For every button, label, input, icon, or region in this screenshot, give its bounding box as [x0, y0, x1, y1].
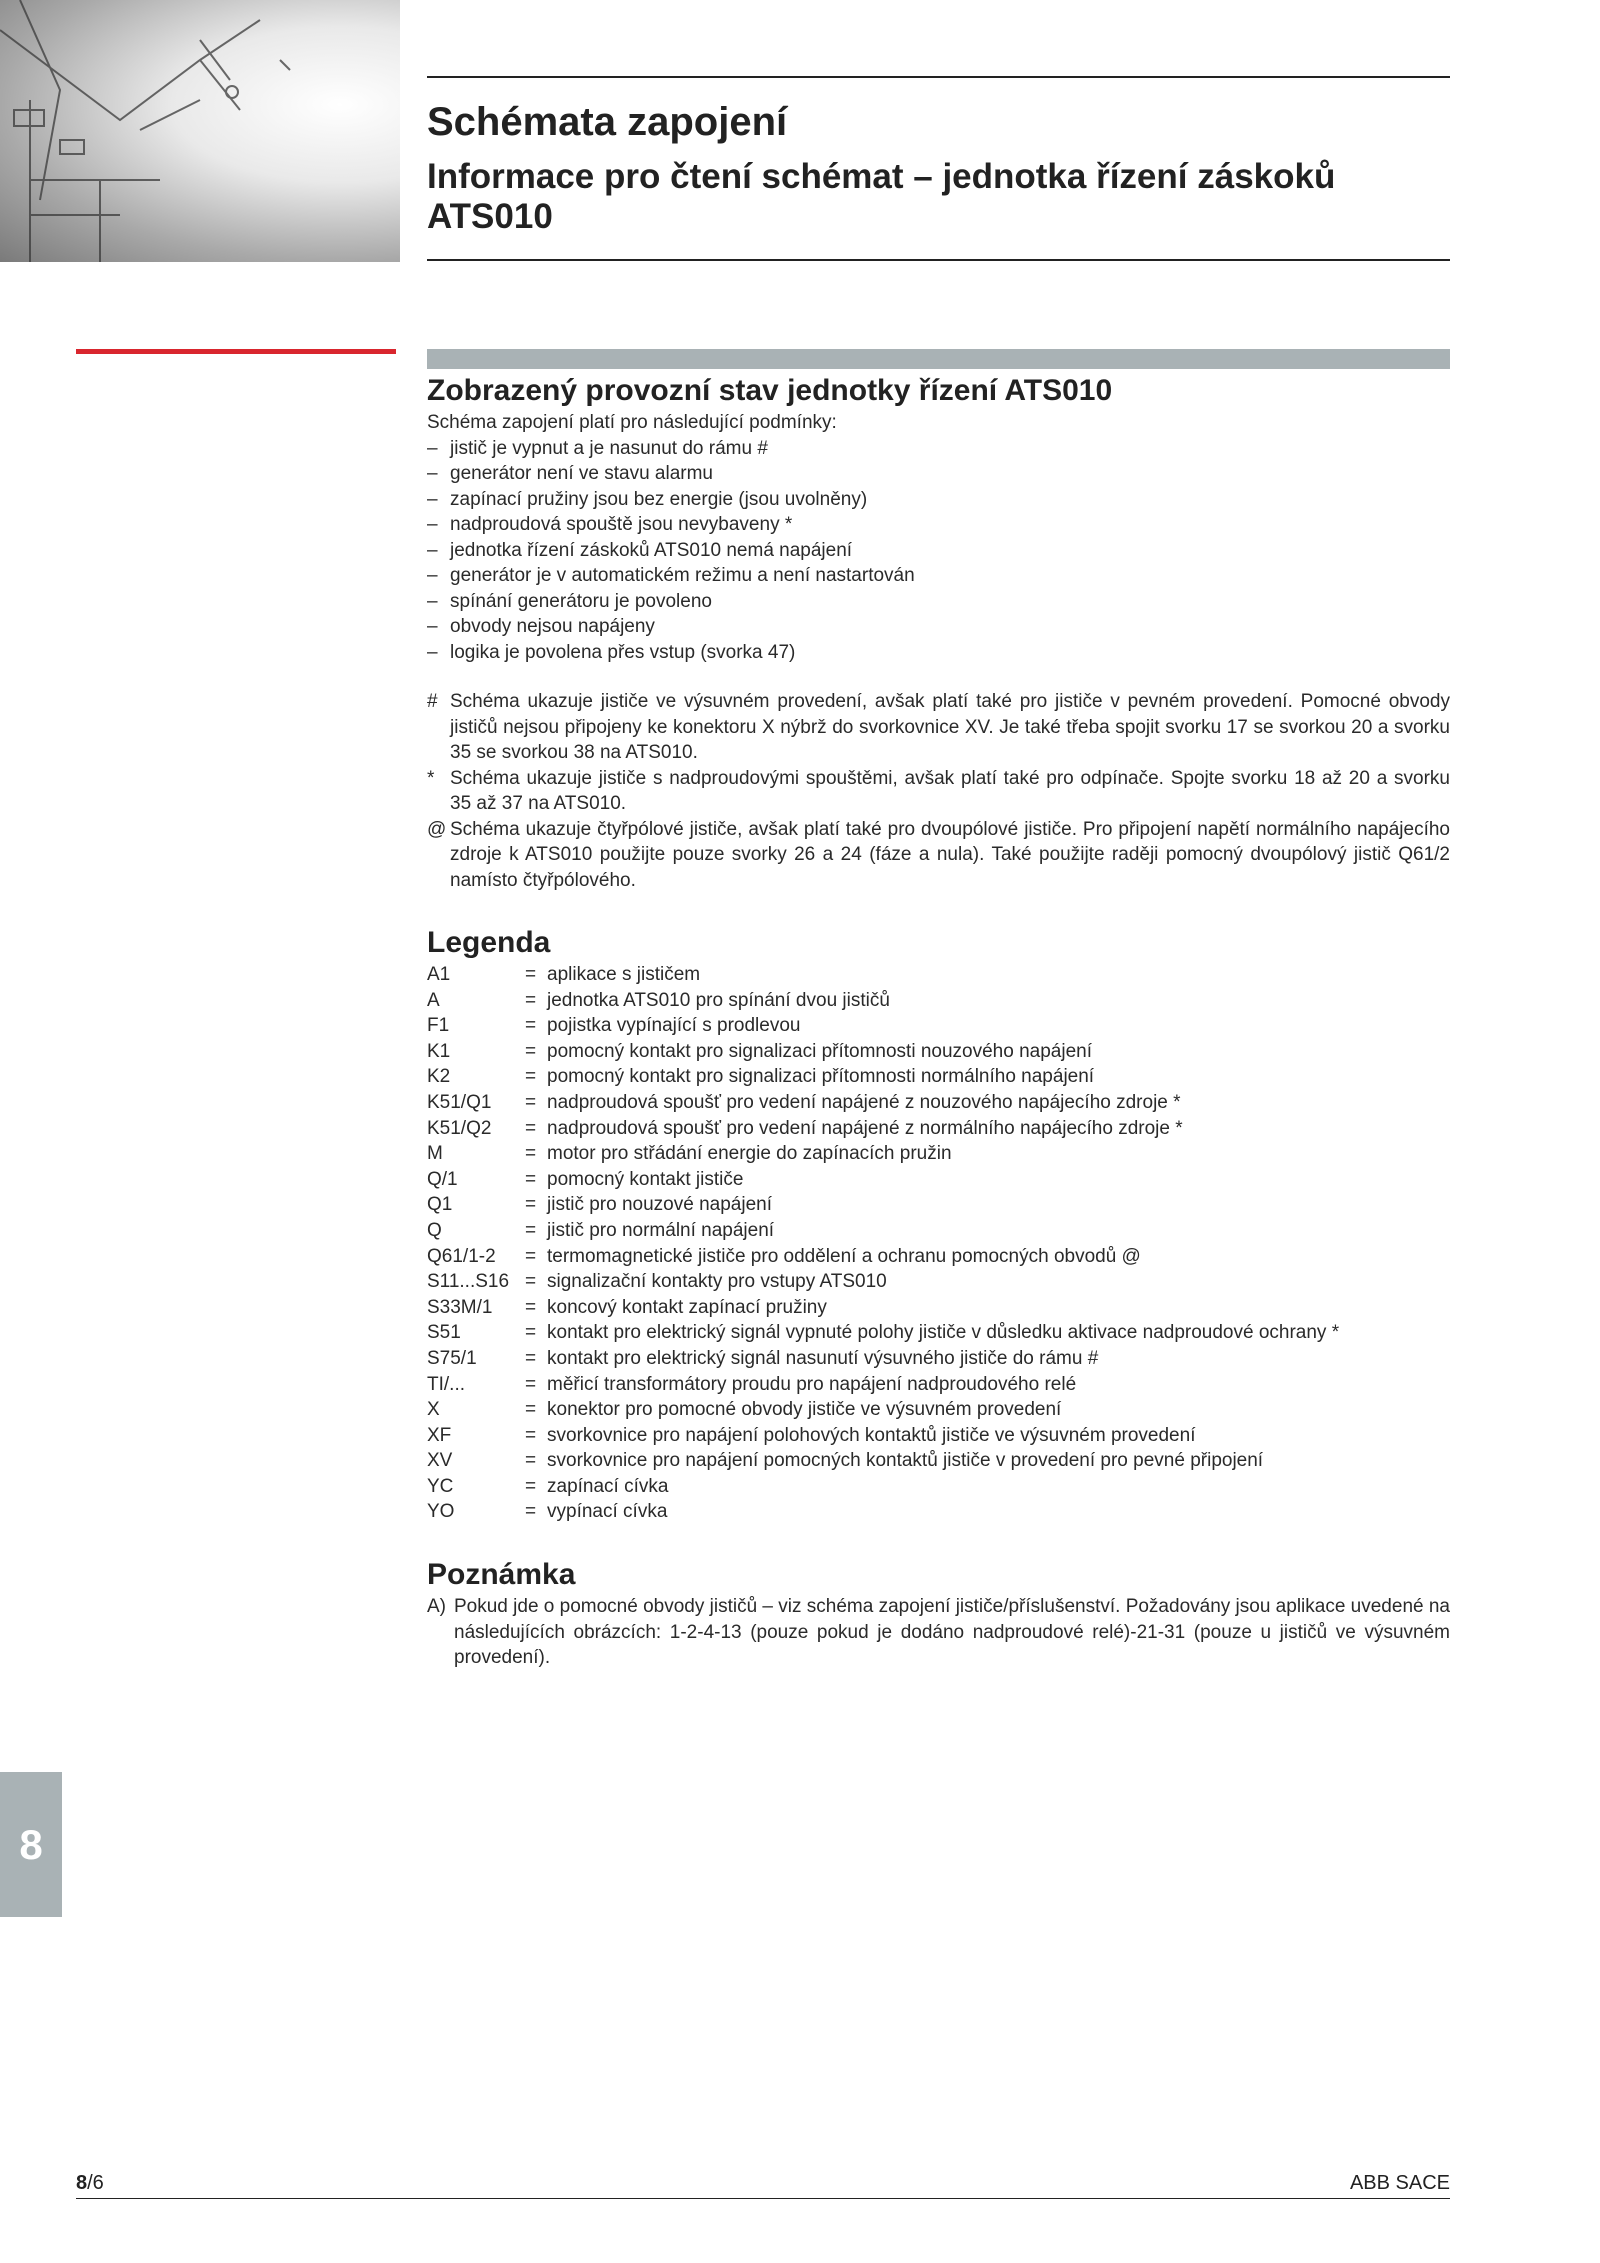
dash-marker: –: [427, 641, 438, 663]
legend-code: X: [427, 1399, 440, 1421]
legend-code: XV: [427, 1450, 453, 1472]
legend-description: nadproudová spoušť pro vedení napájené z nouzového napájecího zdroje *: [547, 1091, 1181, 1113]
legend-description: kontakt pro elektrický signál nasunutí výsuvného jističe do rámu #: [547, 1347, 1099, 1369]
legend-equals: =: [525, 1271, 537, 1293]
condition-item: [427, 589, 1450, 615]
legend-code: YO: [427, 1501, 455, 1523]
legend-heading: Legenda: [427, 926, 551, 959]
page-subtitle: Informace pro čtení schémat – jednotka řízení záskoků ATS010: [427, 157, 1336, 236]
dash-marker: –: [427, 463, 438, 484]
legend-code: A: [427, 989, 440, 1011]
legend-row: [427, 1346, 1450, 1372]
legend-section: [427, 924, 1450, 1525]
accent-red-bar: [76, 349, 396, 354]
legend-equals: =: [525, 1168, 537, 1190]
page-number-rest: /6: [87, 2172, 104, 2194]
legend-description: nadproudová spoušť pro vedení napájené z normálního napájecího zdroje *: [547, 1117, 1183, 1139]
legend-equals: =: [525, 989, 537, 1011]
legend-code: Q/1: [427, 1168, 458, 1190]
legend-code: YC: [427, 1475, 454, 1497]
note-symbol: #: [427, 691, 438, 712]
legend-code: K2: [427, 1066, 451, 1088]
legend-equals: =: [525, 1501, 537, 1523]
condition-text: spínání generátoru je povoleno: [450, 590, 712, 612]
condition-item: [427, 538, 1450, 564]
legend-code: A1: [427, 964, 451, 985]
legend-row: [427, 1397, 1450, 1423]
legend-code: Q61/1-2: [427, 1245, 496, 1267]
legend-description: pomocný kontakt pro signalizaci přítomnosti nouzového napájení: [547, 1040, 1092, 1062]
legend-equals: =: [525, 1347, 537, 1369]
legend-equals: =: [525, 1322, 537, 1344]
legend-description: svorkovnice pro napájení polohových kontaktů jističe ve výsuvném provedení: [547, 1424, 1196, 1446]
legend-equals: =: [525, 1475, 537, 1497]
legend-code: S51: [427, 1322, 461, 1344]
legend-code: Q: [427, 1219, 442, 1241]
condition-text: obvody nejsou napájeny: [450, 616, 655, 637]
condition-text: logika je povolena přes vstup (svorka 47): [450, 641, 796, 663]
remark-symbol: A): [427, 1596, 446, 1618]
legend-description: pomocný kontakt pro signalizaci přítomnosti normálního napájení: [547, 1066, 1095, 1088]
legend-description: pomocný kontakt jističe: [547, 1168, 744, 1190]
remark-text: Pokud jde o pomocné obvody jističů – viz schéma zapojení jističe/příslušenství. Požadovány jsou aplikace uvedené na následujících obrázcích: 1-2-4-13 (pouze pokud je dodáno nadproudové relé)-21-31 (pouze u jističů ve výsuvném provedení).: [454, 1596, 1450, 1669]
remark-heading: Poznámka: [427, 1558, 576, 1592]
chapter-number: 8: [19, 1820, 43, 1868]
legend-description: kontakt pro elektrický signál vypnuté polohy jističe v důsledku aktivace nadproudové ochrany *: [547, 1322, 1340, 1344]
condition-item: [427, 640, 1450, 666]
legend-row: [427, 1064, 1450, 1090]
legend-equals: =: [525, 1219, 537, 1241]
legend-row: [427, 1320, 1450, 1346]
legend-code: K1: [427, 1040, 451, 1062]
legend-equals: =: [525, 1399, 537, 1421]
legend-equals: =: [525, 1040, 537, 1062]
legend-code: K51/Q1: [427, 1091, 492, 1113]
legend-code: F1: [427, 1015, 450, 1037]
condition-text: generátor není ve stavu alarmu: [450, 463, 713, 484]
legend-equals: =: [525, 1245, 537, 1267]
legend-row: [427, 1372, 1450, 1398]
page-number-bold: 8: [76, 2172, 88, 2194]
header-decorative-image: [0, 0, 400, 262]
company-name: ABB SACE: [1349, 2172, 1450, 2194]
legend-equals: =: [525, 1066, 537, 1088]
remark-item: [427, 1594, 1450, 1671]
legend-code: TI/...: [427, 1373, 465, 1395]
dash-marker: –: [427, 590, 438, 612]
legend-row: [427, 988, 1450, 1014]
condition-text: zapínací pružiny jsou bez energie (jsou uvolněny): [450, 488, 868, 510]
legend-equals: =: [525, 1424, 537, 1446]
legend-code: XF: [427, 1424, 452, 1446]
legend-description: jistič pro nouzové napájení: [547, 1194, 772, 1216]
header-top-rule: [427, 76, 1450, 78]
legend-equals: =: [525, 1015, 537, 1037]
legend-row: [427, 1192, 1450, 1218]
page-title: Schémata zapojení: [427, 100, 788, 144]
page-number: [76, 2172, 104, 2195]
legend-code: M: [427, 1143, 443, 1165]
section-heading: Zobrazený provozní stav jednotky řízení ATS010: [427, 374, 1113, 407]
note-item: [427, 689, 1450, 766]
legend-row: [427, 1244, 1450, 1270]
legend-description: konektor pro pomocné obvody jističe ve výsuvném provedení: [547, 1399, 1062, 1421]
note-text: Schéma ukazuje čtyřpólové jističe, avšak platí také pro dvoupólové jističe. Pro připojení napětí normálního napájecího zdroje k ATS010 použijte pouze svorky 26 a 24 (fáze a nula). Také použijte raději pomocný dvoupólový jistič Q61/2 namísto čtyřpólového.: [450, 818, 1450, 891]
legend-row: [427, 1499, 1450, 1525]
legend-code: Q1: [427, 1194, 453, 1216]
dash-marker: –: [427, 565, 438, 586]
chapter-tab: [0, 1772, 62, 1917]
conditions-list: [427, 436, 1450, 666]
condition-item: [427, 563, 1450, 589]
legend-equals: =: [525, 964, 537, 985]
condition-text: jednotka řízení záskoků ATS010 nemá napájení: [450, 539, 853, 561]
section-grey-bar: [427, 349, 1450, 369]
legend-equals: =: [525, 1194, 537, 1216]
legend-description: koncový kontakt zapínací pružiny: [547, 1296, 827, 1318]
dash-marker: –: [427, 488, 438, 510]
legend-equals: =: [525, 1450, 537, 1472]
condition-item: [427, 614, 1450, 640]
legend-equals: =: [525, 1117, 537, 1139]
condition-item: [427, 436, 1450, 462]
legend-row: [427, 962, 1450, 988]
legend-code: S11...S16: [427, 1271, 510, 1293]
footer-rule: [76, 2198, 1450, 2199]
legend-description: vypínací cívka: [547, 1501, 668, 1523]
legend-description: měřicí transformátory proudu pro napájení nadproudového relé: [547, 1373, 1077, 1395]
dash-marker: –: [427, 514, 438, 535]
legend-row: [427, 1474, 1450, 1500]
note-symbol: *: [427, 767, 435, 789]
condition-text: nadproudová spouště jsou nevybaveny *: [450, 514, 793, 535]
legend-row: [427, 1423, 1450, 1449]
condition-item: [427, 487, 1450, 513]
legend-row: [427, 1167, 1450, 1193]
legend-description: aplikace s jističem: [547, 964, 701, 985]
legend-table: [427, 962, 1450, 1525]
note-item: [427, 817, 1450, 894]
note-symbol: @: [427, 818, 447, 840]
legend-description: pojistka vypínající s prodlevou: [547, 1015, 801, 1037]
dash-marker: –: [427, 616, 438, 637]
legend-description: jistič pro normální napájení: [547, 1219, 775, 1241]
dash-marker: –: [427, 437, 438, 459]
condition-item: [427, 512, 1450, 538]
legend-row: [427, 1295, 1450, 1321]
main-content: [427, 372, 1450, 1671]
header-bottom-rule: [427, 259, 1450, 261]
legend-equals: =: [525, 1091, 537, 1113]
legend-row: [427, 1269, 1450, 1295]
legend-row: [427, 1141, 1450, 1167]
note-text: Schéma ukazuje jističe s nadproudovými spouštěmi, avšak platí také pro odpínače. Spojte svorku 18 až 20 a svorku 35 až 37 na ATS010.: [450, 767, 1450, 814]
legend-equals: =: [525, 1373, 537, 1395]
schematic-illustration: [0, 0, 400, 262]
legend-code: S75/1: [427, 1347, 477, 1369]
legend-equals: =: [525, 1143, 537, 1165]
legend-description: svorkovnice pro napájení pomocných kontaktů jističe v provedení pro pevné připojení: [547, 1450, 1264, 1472]
notes-list: [427, 689, 1450, 893]
condition-text: generátor je v automatickém režimu a není nastartován: [450, 565, 915, 586]
dash-marker: –: [427, 539, 438, 561]
legend-description: termomagnetické jističe pro oddělení a ochranu pomocných obvodů @: [547, 1245, 1141, 1267]
note-item: [427, 766, 1450, 817]
remark-section: [427, 1556, 1450, 1671]
legend-description: zapínací cívka: [547, 1475, 669, 1497]
legend-row: [427, 1218, 1450, 1244]
condition-item: [427, 461, 1450, 487]
legend-code: S33M/1: [427, 1296, 493, 1318]
legend-row: [427, 1116, 1450, 1142]
legend-row: [427, 1090, 1450, 1116]
legend-equals: =: [525, 1296, 537, 1318]
legend-description: motor pro střádání energie do zapínacích pružin: [547, 1143, 952, 1165]
section-intro: Schéma zapojení platí pro následující podmínky:: [427, 412, 837, 433]
legend-description: signalizační kontakty pro vstupy ATS010: [547, 1271, 887, 1293]
legend-row: [427, 1039, 1450, 1065]
legend-row: [427, 1448, 1450, 1474]
note-text: Schéma ukazuje jističe ve výsuvném provedení, avšak platí také pro jističe v pevném provedení. Pomocné obvody jističů nejsou připojeny ke konektoru X nýbrž do svorkovnice XV. Je také třeba spojit svorku 17 se svorkou 20 a svorku 35 se svorkou 38 na ATS010.: [450, 691, 1450, 763]
legend-description: jednotka ATS010 pro spínání dvou jističů: [547, 989, 890, 1011]
condition-text: jistič je vypnut a je nasunut do rámu #: [450, 437, 768, 459]
legend-row: [427, 1013, 1450, 1039]
legend-code: K51/Q2: [427, 1117, 492, 1139]
